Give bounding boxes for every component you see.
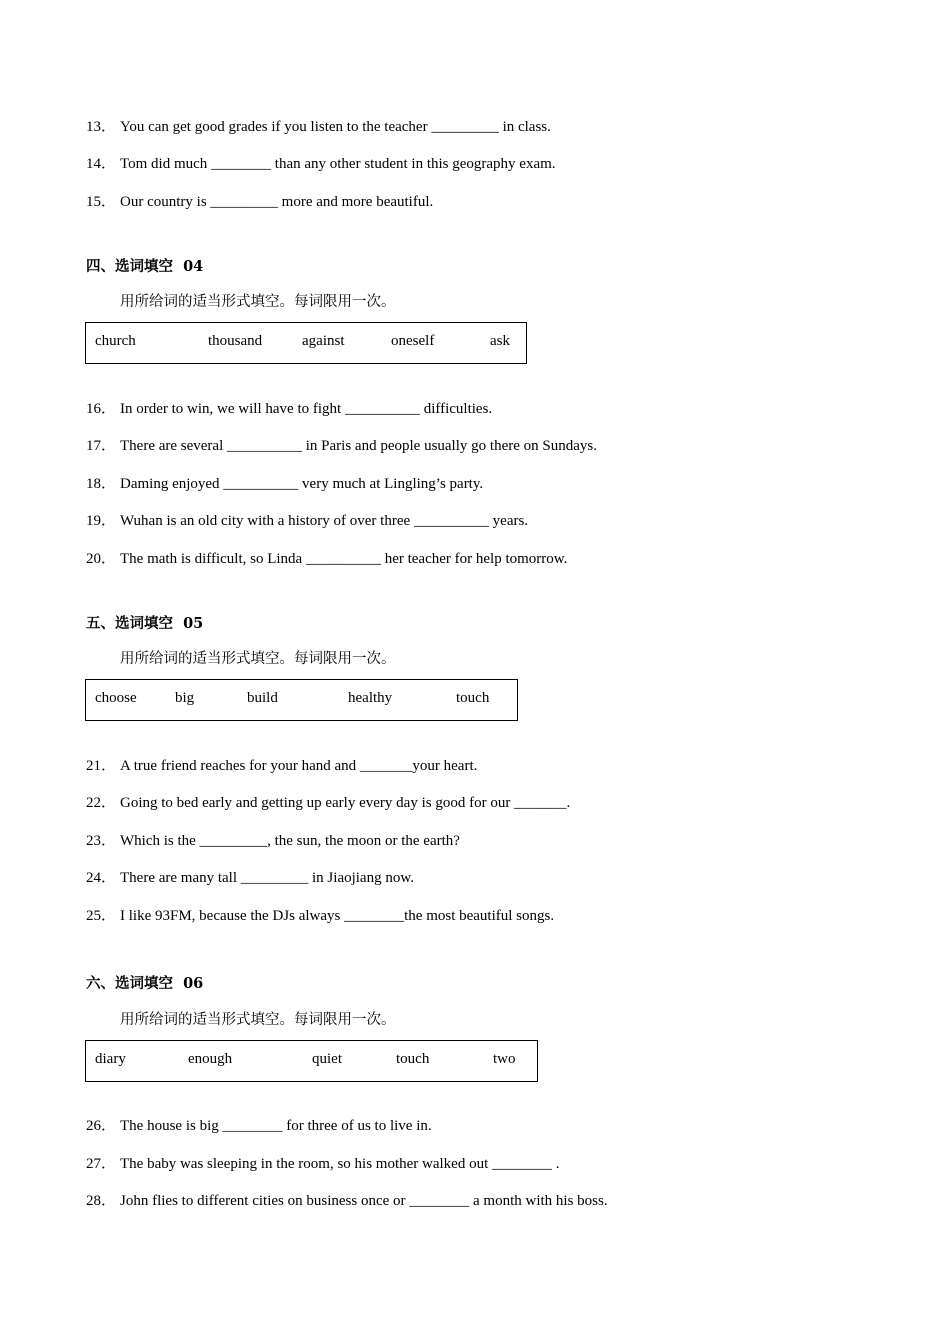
- question-number: 20．: [86, 551, 117, 567]
- word-bank-item: against: [302, 333, 345, 349]
- question-text: I like 93FM, because the DJs always ________the most beautiful songs.: [120, 908, 555, 924]
- section-6-instruction: 用所给词的适当形式填空。每词限用一次。: [120, 1012, 396, 1028]
- question-number: 13．: [86, 119, 117, 135]
- question-text: You can get good grades if you listen to the teacher _________ in class.: [120, 119, 551, 135]
- word-bank-item: oneself: [391, 333, 435, 349]
- section-4-instruction: 用所给词的适当形式填空。每词限用一次。: [120, 294, 396, 310]
- word-bank-item: choose: [95, 690, 137, 706]
- question-text: There are many tall _________ in Jiaojiang now.: [120, 870, 414, 886]
- question-15: [86, 193, 433, 211]
- question-number: 19．: [86, 513, 117, 529]
- word-bank-item: ask: [490, 333, 510, 349]
- word-bank-item: two: [493, 1051, 516, 1067]
- question-28: [86, 1192, 608, 1210]
- question-27: [86, 1155, 560, 1173]
- question-16: [86, 400, 492, 418]
- section-6-word-box: [85, 1040, 538, 1082]
- question-text: Daming enjoyed __________ very much at Lingling’s party.: [120, 476, 484, 492]
- question-text: Which is the _________, the sun, the moon or the earth?: [120, 833, 460, 849]
- question-number: 26．: [86, 1118, 117, 1134]
- question-number: 25．: [86, 908, 117, 924]
- word-bank-item: church: [95, 333, 136, 349]
- question-number: 28．: [86, 1193, 117, 1209]
- section-4-word-box: [85, 322, 527, 364]
- question-number: 22．: [86, 795, 117, 811]
- question-text: The house is big ________ for three of us to live in.: [120, 1118, 432, 1134]
- question-14: [86, 155, 556, 173]
- word-bank-item: build: [247, 690, 278, 706]
- question-number: 16．: [86, 401, 117, 417]
- question-text: Our country is _________ more and more beautiful.: [120, 194, 434, 210]
- section-6-heading: 六、选词填空 06: [86, 975, 204, 992]
- question-number: 23．: [86, 833, 117, 849]
- question-21: [86, 757, 477, 775]
- question-number: 24．: [86, 870, 117, 886]
- question-text: A true friend reaches for your hand and _______your heart.: [120, 758, 478, 774]
- question-text: The baby was sleeping in the room, so his mother walked out ________ .: [120, 1156, 560, 1172]
- word-bank-item: quiet: [312, 1051, 342, 1067]
- question-number: 15．: [86, 194, 117, 210]
- word-bank-item: thousand: [208, 333, 263, 349]
- question-number: 17．: [86, 438, 117, 454]
- question-text: There are several __________ in Paris and people usually go there on Sundays.: [120, 438, 597, 454]
- word-bank-item: diary: [95, 1051, 126, 1067]
- question-18: [86, 475, 483, 493]
- word-bank-item: touch: [396, 1051, 430, 1067]
- question-17: [86, 437, 597, 455]
- question-number: 21．: [86, 758, 117, 774]
- word-bank-item: touch: [456, 690, 490, 706]
- question-number: 18．: [86, 476, 117, 492]
- question-22: [86, 794, 570, 812]
- question-text: In order to win, we will have to fight __________ difficulties.: [120, 401, 493, 417]
- question-23: [86, 832, 460, 850]
- question-24: [86, 869, 414, 887]
- question-number: 14．: [86, 156, 117, 172]
- question-text: Wuhan is an old city with a history of over three __________ years.: [120, 513, 529, 529]
- word-bank-item: enough: [188, 1051, 233, 1067]
- question-text: John flies to different cities on business once or ________ a month with his boss.: [120, 1193, 608, 1209]
- question-number: 27．: [86, 1156, 117, 1172]
- word-bank-item: big: [175, 690, 195, 706]
- question-text: Tom did much ________ than any other student in this geography exam.: [120, 156, 556, 172]
- section-4-heading: 四、选词填空 04: [86, 258, 204, 275]
- question-19: [86, 512, 528, 530]
- question-20: [86, 550, 567, 568]
- question-25: [86, 907, 554, 925]
- section-5-instruction: 用所给词的适当形式填空。每词限用一次。: [120, 651, 396, 667]
- section-5-heading: 五、选词填空 05: [86, 615, 204, 632]
- question-text: Going to bed early and getting up early every day is good for our _______.: [120, 795, 571, 811]
- question-text: The math is difficult, so Linda __________ her teacher for help tomorrow.: [120, 551, 568, 567]
- section-5-word-box: [85, 679, 518, 721]
- word-bank-item: healthy: [348, 690, 393, 706]
- question-26: [86, 1117, 432, 1135]
- question-13: [86, 118, 551, 136]
